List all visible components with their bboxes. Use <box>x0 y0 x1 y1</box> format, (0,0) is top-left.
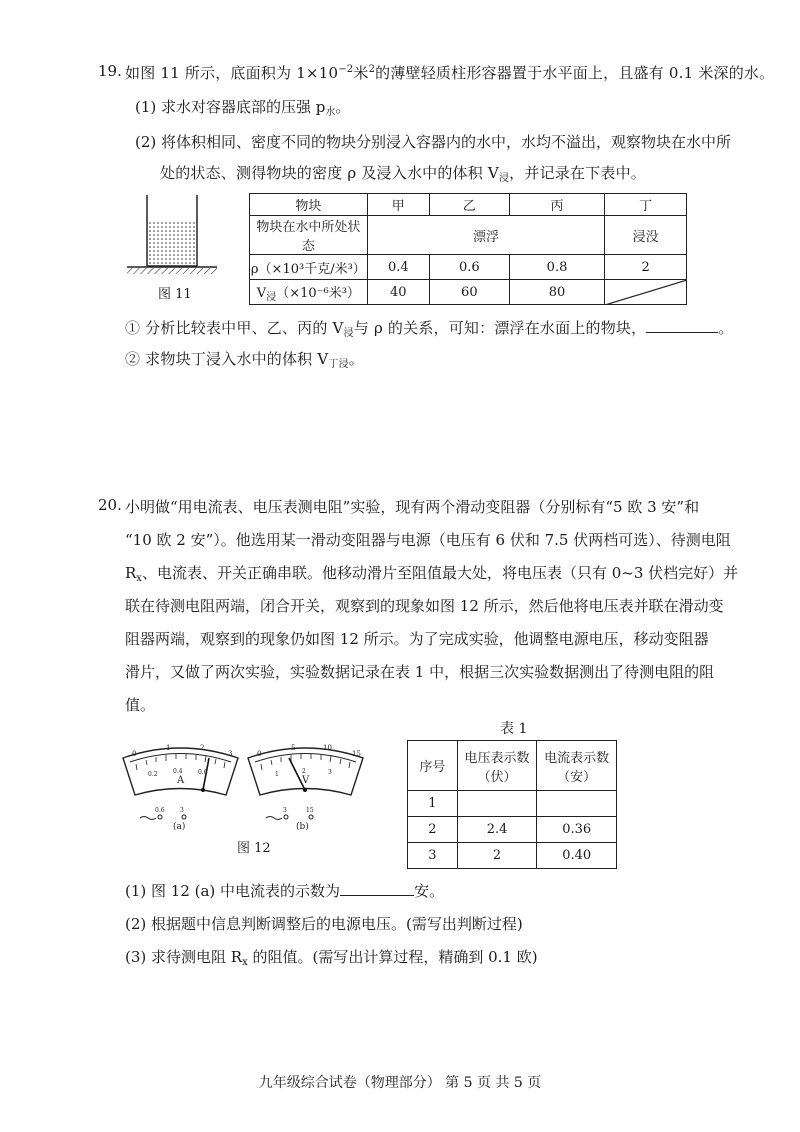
ammeter-terminal-0: 0.6 <box>155 807 165 814</box>
answer-blank[interactable] <box>340 881 414 896</box>
ammeter-scale-0: 0 <box>132 750 137 758</box>
table-cell: 60 <box>429 280 509 305</box>
question-19-part-2-line-2: 处的状态、测得物块的密度 ρ 及浸入水中的体积 $V_浸$，并记录在下表中。 <box>160 164 646 184</box>
question-20-line-1: 小明做“用电流表、电压表测电阻”实验，现有两个滑动变阻器（分别标有“5 欧 3 安”和 <box>125 498 700 516</box>
figure-12-meters <box>118 740 368 830</box>
table-1 <box>407 740 617 869</box>
question-20-part-2: (2) 根据题中信息判断调整后的电源电压。(需写出判断过程) <box>125 915 523 933</box>
table-1-header-no: 序号 <box>408 741 458 791</box>
voltmeter-minor-3: 3 <box>328 769 332 776</box>
voltmeter-minor-2: 2 <box>302 768 306 775</box>
table-1-header-voltage: 电压表示数 （伏） <box>457 741 537 791</box>
question-20-line-6: 滑片，又做了两次实验，实验数据记录在表 1 中，根据三次实验数据测出了待测电阻的阻 <box>125 663 715 681</box>
voltmeter-terminal-0: 3 <box>283 807 287 814</box>
table-cell-sink: 浸没 <box>605 216 687 255</box>
table-row-label: 物块在水中所处状态 <box>250 216 368 255</box>
table-row-label: ρ（×10³千克/米³） <box>250 255 368 280</box>
voltmeter-scale-10: 10 <box>323 744 332 752</box>
table-cell <box>457 791 537 817</box>
ammeter-scale-3: 3 <box>228 750 233 758</box>
ammeter-scale-1: 1 <box>166 744 171 752</box>
table-cell: 2 <box>605 255 687 280</box>
question-20-part-1: (1) 图 12 (a) 中电流表的示数为 安。 <box>125 882 445 900</box>
table-cell: 0.6 <box>429 255 509 280</box>
ammeter-scale-2: 2 <box>200 744 205 752</box>
question-19-sub-2: ② 求物块丁浸入水中的体积 $V_{丁浸}$。 <box>125 350 364 370</box>
table-cell: 2 <box>457 843 537 869</box>
question-20-line-3: $R_x$、电流表、开关正确串联。他移动滑片至阻值最大处，将电压表（只有 0~3 伏档完好）并 <box>125 564 739 584</box>
table-cell: 0.4 <box>367 255 429 280</box>
table-header-bing: 丙 <box>509 194 605 216</box>
table-row: 3 <box>408 843 458 869</box>
ammeter-minor-2: 0.6 <box>198 769 208 776</box>
question-20-line-4: 联在待测电阻两端，闭合开关，观察到的现象如图 12 所示，然后他将电压表并联在滑动变 <box>125 597 724 615</box>
question-20-part-3: (3) 求待测电阻 $R_x$ 的阻值。(需写出计算过程，精确到 0.1 欧) <box>125 948 538 968</box>
table-1-title: 表 1 <box>500 721 528 737</box>
table-header-ding: 丁 <box>605 194 687 216</box>
table-cell-diagonal <box>605 280 687 305</box>
table-cell <box>537 791 617 817</box>
question-19-part-2-line-1: (2) 将体积相同、密度不同的物块分别浸入容器内的水中，水均不溢出，观察物块在水中所 <box>135 133 732 151</box>
figure-12-label: 图 12 <box>237 841 271 856</box>
table-cell-float: 漂浮 <box>367 216 605 255</box>
page-footer: 九年级综合试卷（物理部分） 第 5 页 共 5 页 <box>258 1075 542 1091</box>
ammeter-minor-0: 0.2 <box>148 771 158 778</box>
table-cell: 0.8 <box>509 255 605 280</box>
answer-blank[interactable] <box>646 318 718 333</box>
table-row: 1 <box>408 791 458 817</box>
table-cell: 40 <box>367 280 429 305</box>
question-19-table <box>249 193 687 305</box>
table-header-block: 物块 <box>250 194 368 216</box>
question-19-number: 19. <box>98 62 122 80</box>
question-20-line-7: 值。 <box>125 696 156 714</box>
question-19-stem: 如图 11 所示，底面积为 $1\times 10^{-2}$米$^2$的薄壁轻质柱形容器置于水平面上，且盛有 0.1 米深的水。 <box>125 64 775 82</box>
table-header-jia: 甲 <box>367 194 429 216</box>
table-row: 2 <box>408 817 458 843</box>
ammeter-letter: A <box>177 775 185 786</box>
diagonal-slash <box>605 280 687 305</box>
table-cell: 0.40 <box>537 843 617 869</box>
figure-11-label: 图 11 <box>158 287 192 302</box>
table-cell: 0.36 <box>537 817 617 843</box>
table-cell: 80 <box>509 280 605 305</box>
table-header-yi: 乙 <box>429 194 509 216</box>
question-19-part-1: (1) 求水对容器底部的压强 $p_水$。 <box>135 98 351 118</box>
question-20-line-2: “10 欧 2 安”）。他选用某一滑动变阻器与电源（电压有 6 伏和 7.5 伏两档可选）、待测电阻 <box>125 531 731 549</box>
voltmeter-letter: V <box>302 775 310 786</box>
voltmeter-scale-0: 0 <box>257 750 262 758</box>
voltmeter-scale-5: 5 <box>291 744 296 752</box>
voltmeter-scale-15: 15 <box>352 750 361 758</box>
figure-12-label-a: (a) <box>173 822 186 830</box>
table-row-label: $V_浸(\times 10^{-6}$米³） <box>250 280 368 305</box>
question-20-number: 20. <box>98 496 122 514</box>
question-20-line-5: 阻器两端，观察到的现象仍如图 12 所示。为了完成实验，他调整电源电压，移动变阻器 <box>125 630 709 648</box>
voltmeter-terminal-1: 15 <box>306 807 314 814</box>
ammeter-terminal-1: 3 <box>180 807 184 814</box>
question-19-sub-1: ① 分析比较表中甲、乙、丙的 $V_浸$与 ρ 的关系，可知：漂浮在水面上的物块， 。 <box>125 319 734 339</box>
figure-12-label-b: (b) <box>296 822 309 830</box>
ammeter-minor-1: 0.4 <box>173 768 183 775</box>
table-1-header-current: 电流表示数 （安） <box>537 741 617 791</box>
figure-11-container <box>125 190 220 285</box>
voltmeter-minor-1: 1 <box>275 771 279 778</box>
table-cell: 2.4 <box>457 817 537 843</box>
